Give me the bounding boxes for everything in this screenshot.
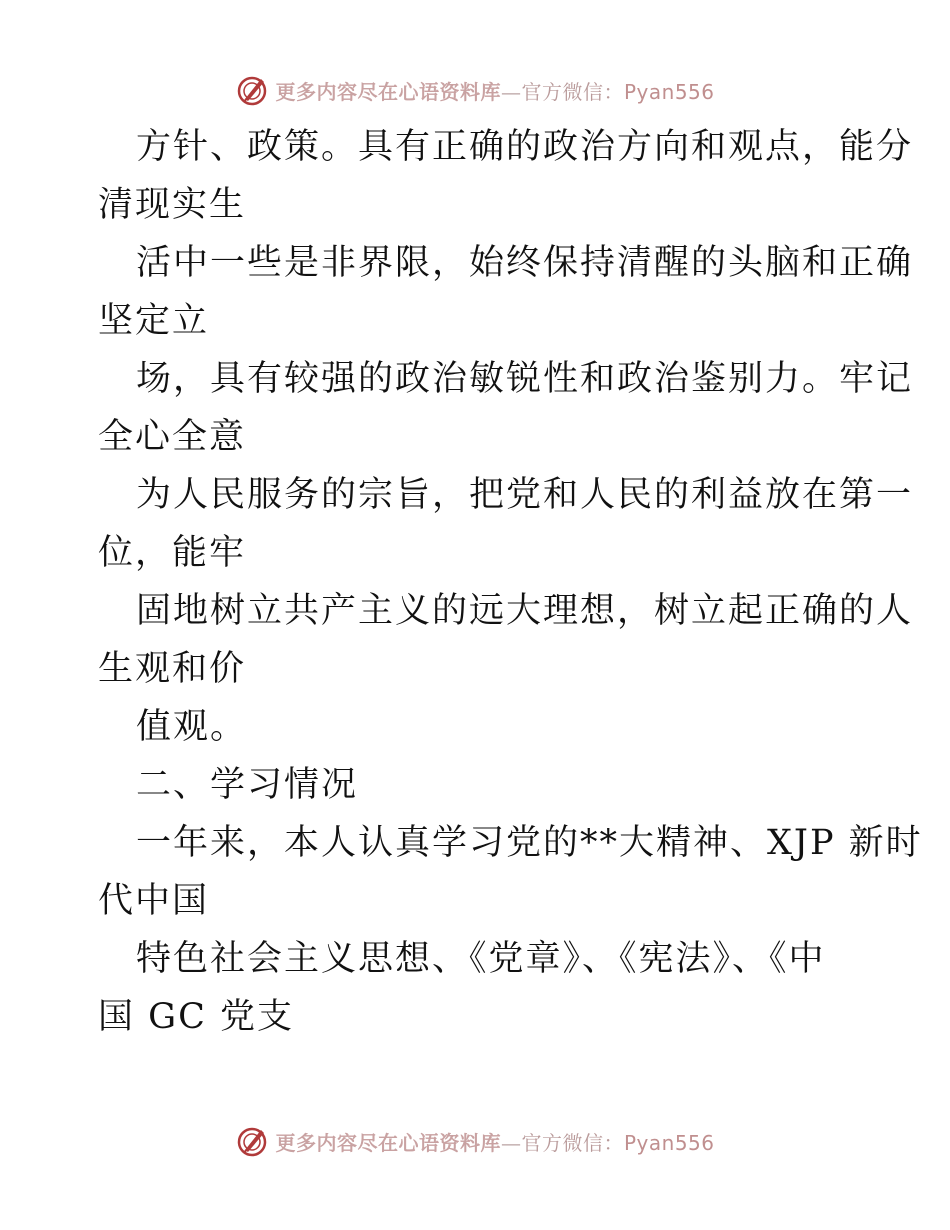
footer-watermark-banner [0,1121,950,1161]
footer-banner-separator: — [500,1130,522,1155]
quill-logo-icon [235,73,269,107]
header-banner-text [275,76,714,105]
header-banner-main: 更多内容尽在心语资料库 [275,79,501,104]
body-line: 场，具有较强的政治敏锐性和政治鉴别力。牢记 [136,359,914,399]
body-line: 代中国 [98,881,210,921]
body-line: 为人民服务的宗旨，把党和人民的利益放在第一 [136,475,914,515]
body-line: 活中一些是非界限，始终保持清醒的头脑和正确 [136,243,914,283]
quill-logo-icon [235,1124,269,1158]
body-line: 位，能牢 [98,533,247,573]
body-line: 固地树立共产主义的远大理想，树立起正确的人 [136,591,914,631]
body-line: 国 GC 党支 [98,997,294,1037]
header-banner-wechat-label: 官方微信： [521,79,624,104]
body-line: 一年来，本人认真学习党的**大精神、XJP 新时 [136,823,923,863]
body-line: 全心全意 [98,417,247,457]
body-line: 清现实生 [98,185,247,225]
header-banner-separator: — [500,79,522,104]
footer-banner-wechat-label: 官方微信： [521,1130,624,1155]
document-body [98,118,923,1046]
body-line: 值观。 [136,707,248,747]
footer-banner-text [275,1127,714,1156]
body-line: 方针、政策。具有正确的政治方向和观点，能分 [136,127,914,167]
body-line: 坚定立 [98,301,210,341]
body-line: 生观和价 [98,649,247,689]
section-heading: 二、学习情况 [136,765,359,805]
footer-banner-wechat-id: Pyan556 [623,1130,715,1155]
body-line: 特色社会主义思想、《党章》、《宪法》、《中 [136,939,826,979]
footer-banner-main: 更多内容尽在心语资料库 [275,1130,501,1155]
header-banner-wechat-id: Pyan556 [623,79,715,104]
header-watermark-banner [0,70,950,110]
